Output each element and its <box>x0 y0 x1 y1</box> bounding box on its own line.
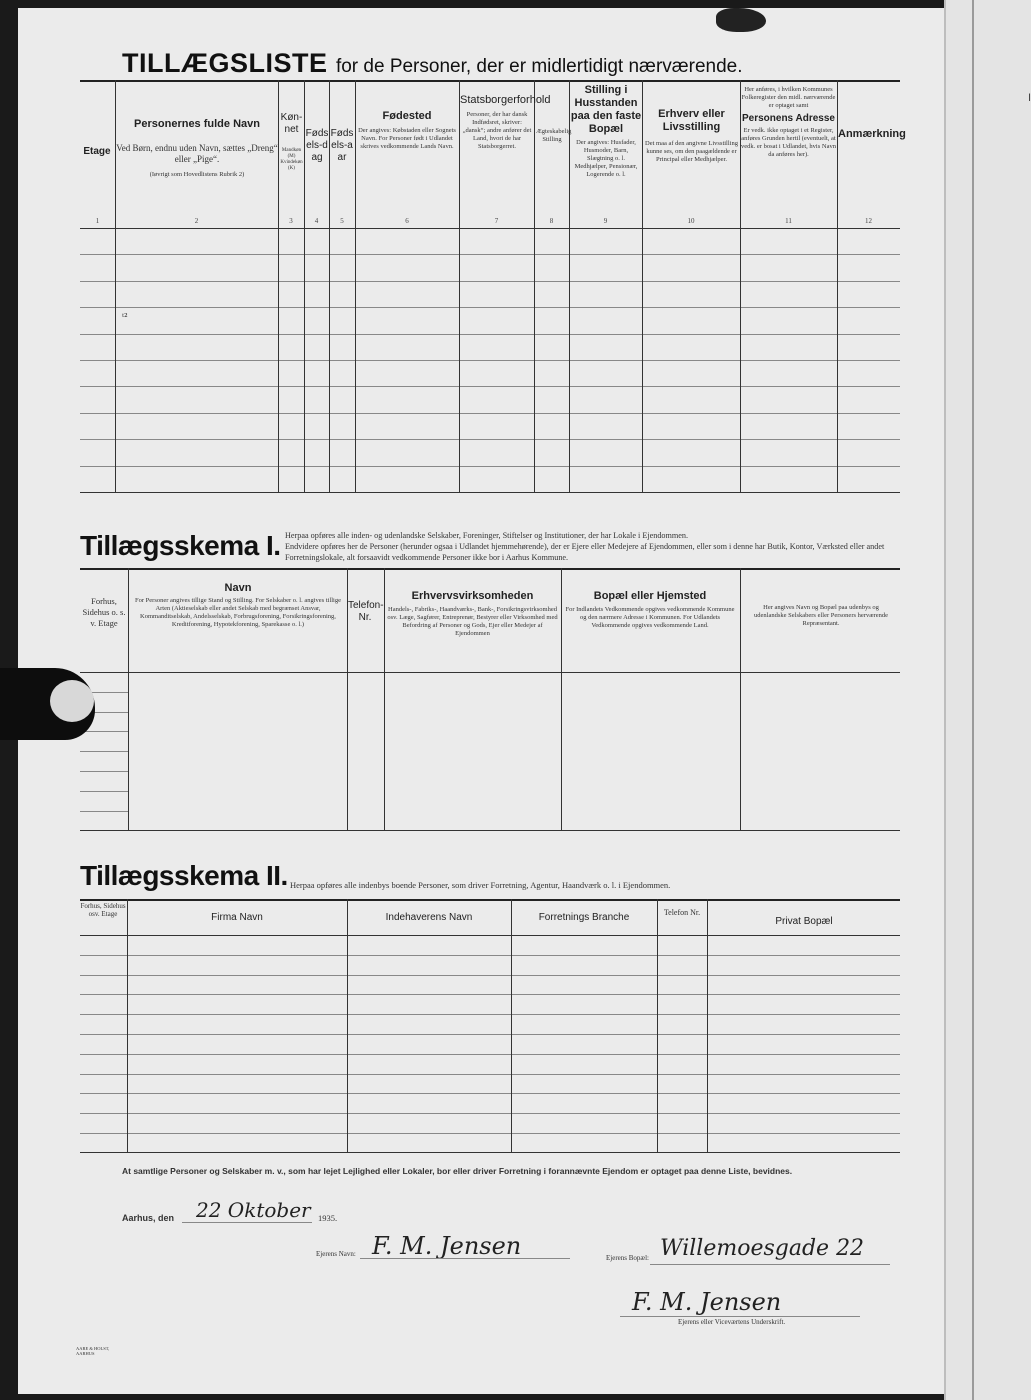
skema2-row-line <box>80 955 900 956</box>
owner-address-label: Ejerens Bopæl: <box>606 1254 649 1262</box>
s2-col-indehaver: Indehaverens Navn <box>385 912 473 923</box>
column-number: 5 <box>340 217 344 225</box>
skema1-row-line <box>80 791 128 792</box>
owner-address-handwritten: Willemoesgade 22 <box>660 1236 865 1261</box>
s1-col-tlf: Telefon-Nr. <box>348 600 384 623</box>
column-number: 12 <box>865 217 872 225</box>
column-number: 7 <box>494 217 499 225</box>
col-birthplace-header: Fødested Der angives: Købstaden eller Sognets Navn. For Personer født i Udlandet skrives vedkommende Lands Navn. <box>358 110 456 150</box>
s1-col-navn: Navn For Personer angives tillige Stand og Stilling. For Selskaber o. l. angives tillige Arten (Aktieselskab eller andet Selskab med begrænset Ansvar, Kommanditselskab, Andelsselskab, Forbrugsforening, Forsikringsforening, Kreditforening, Hypotekforening, Sparekasse o. l.) <box>135 582 341 628</box>
col-remarks-header: Anmærkning <box>838 128 906 140</box>
thumb-photo-artifact <box>0 668 95 740</box>
s2-col-branche: Forretnings Branche <box>538 912 630 923</box>
col-address-header: Her anføres, i hvilken Kommunes Folkeregister den midl. nærværende er optaget samt Personens Adresse Er vedk. ikke optaget i et Register, anføres Grunden hertil (eventuelt, at vedk. er bosat i Udlandet, hvis Navn da anføres her). <box>741 86 836 158</box>
s1-col-etage: Forhus, Sidehus o. s. v. Etage <box>82 596 126 628</box>
s2-col-bopael: Privat Bopæl <box>775 916 833 927</box>
col-etage-header: Etage <box>83 146 111 157</box>
main-column-divider <box>278 80 279 492</box>
column-number: 2 <box>194 217 199 225</box>
column-number: 10 <box>687 217 695 225</box>
skema2-row-line <box>80 1113 900 1114</box>
s1-col-repr: Her angives Navn og Bopæl paa udenbys og udenlandske Selskabers eller Personers herværende Repræsentant. <box>754 604 888 627</box>
main-row-line <box>80 439 900 440</box>
skema2-column-divider <box>127 899 128 1152</box>
skema1-row-line <box>80 751 128 752</box>
marginal-mark: ᵗ² <box>122 311 128 323</box>
place-label: Aarhus, den <box>122 1213 175 1223</box>
skema2-row-line <box>80 1014 900 1015</box>
s2-col-firma: Firma Navn <box>211 912 263 923</box>
skema1-intro: Herpaa opføres alle inden- og udenlandske Selskaber, Foreninger, Stiftelser og Institutioner, der har Lokale i Ejendommen. Endvidere opføres her de Personer (herunder ogsaa i Udlandet hjemmehørende), der er Ejere eller Medejere af Ejendommen, eller som i denne har Butik, Kontor, Værksted eller andet Forretningslokale, alt forsaavidt vedkommende Personer ikke bor i Aarhus Kommune. <box>285 531 885 562</box>
owner-name-label: Ejerens Navn: <box>316 1250 356 1258</box>
main-row-line <box>80 334 900 335</box>
col-gender-sub: Mandkøn (M) Kvindekøn (K) <box>280 148 303 171</box>
col-birthyear-header: Fødsels-aar <box>330 128 354 163</box>
col-birthday-header: Fødsels-dag <box>305 128 329 163</box>
main-row-line <box>80 413 900 414</box>
signature-handwritten: F. M. Jensen <box>632 1288 782 1316</box>
main-row-line <box>80 386 900 387</box>
skema2-row-line <box>80 1054 900 1055</box>
skema2-row-line <box>80 1133 900 1134</box>
column-number: 11 <box>785 217 792 225</box>
skema2-row-line <box>80 1093 900 1094</box>
printer-mark: AARE & HOLST, AARHUS <box>76 1346 110 1356</box>
column-number: 1 <box>95 217 100 225</box>
s1-col-erhverv: Erhvervsvirksomheden Handels-, Fabriks-, Haandværks-, Bank-, Forsikringsvirksomhed osv. Læge, Sagfører, Entreprenør, Bestyrer eller Virksomhed med Befordring af Personer og Gods, Ejer eller Medejer af Ejendommen <box>387 590 558 637</box>
skema2-intro: Herpaa opføres alle indenbys boende Personer, som driver Forretning, Agentur, Haandværk o. l. i Ejendommen. <box>290 880 671 890</box>
skema2-column-divider <box>347 899 348 1152</box>
column-number: 8 <box>549 217 554 225</box>
s1-col-bopael: Bopæl eller Hjemsted For Indlandets Vedkommende opgives vedkommende Kommune og den nærmere Adresse i Kommunen. For Udlandets Vedkommende opgives vedkommende Land. <box>565 590 735 629</box>
skema2-column-divider <box>707 899 708 1152</box>
skema2-row-line <box>80 1074 900 1075</box>
owner-name-handwritten: F. M. Jensen <box>372 1232 522 1260</box>
column-number: 6 <box>405 217 409 225</box>
form-page <box>18 8 948 1394</box>
main-column-divider <box>642 80 643 492</box>
col-occupation-header: Erhverv eller Livsstilling Det maa af den angivne Livsstilling kunne ses, om den paagældende er Principal eller Medhjælper. <box>645 108 738 163</box>
col-household-header: Stilling i Husstanden paa den faste Bopæl Der angives: Husfader, Husmoder, Barn, Slægtning o. l. Medhjælper, Pensionær, Logerende o. l. <box>570 84 642 178</box>
skema2-row-line <box>80 1034 900 1035</box>
page-title <box>122 48 743 79</box>
s2-col-tlf: Telefon Nr. <box>663 908 701 917</box>
year: 1935. <box>318 1213 338 1223</box>
main-row-line <box>80 254 900 255</box>
column-number: 9 <box>603 217 608 225</box>
skema1-column-divider <box>740 568 741 830</box>
main-row-line <box>80 307 900 308</box>
column-number: 3 <box>289 217 293 225</box>
main-column-divider <box>534 80 535 492</box>
signature-label: Ejerens eller Viceværtens Underskrift. <box>678 1318 786 1326</box>
title-main: TILLÆGSLISTE <box>122 48 328 78</box>
main-row-line <box>80 360 900 361</box>
col-gender-header: Køn-net <box>280 112 303 135</box>
skema2-row-line <box>80 975 900 976</box>
skema2-column-divider <box>657 899 658 1152</box>
skema1-column-divider <box>128 568 129 830</box>
main-row-line <box>80 281 900 282</box>
col-name-header: Personernes fulde Navn Ved Børn, endnu uden Navn, sættes „Dreng“ eller „Pige“. (Iøvrigt som Hovedlistens Rubrik 2) <box>116 118 278 178</box>
handwritten-date: 22 Oktober <box>196 1198 311 1222</box>
col-marital-header: Ægteskabelig Stilling <box>536 128 572 143</box>
skema1-row-line <box>80 771 128 772</box>
skema2-title: Tillægsskema II. <box>80 860 288 891</box>
skema2-row-line <box>80 994 900 995</box>
skema1-row-line <box>80 811 128 812</box>
title-rest: for de Personer, der er midlertidigt nærværende. <box>335 56 743 77</box>
certification-text: At samtlige Personer og Selskaber m. v., som har lejet Lejlighed eller Lokaler, bor eller driver Forretning i forannævnte Ejendom er optaget paa denne Liste, bevidnes. <box>122 1166 793 1176</box>
main-column-divider <box>837 80 838 492</box>
col-citizenship-header: Statsborgerforhold Personer, der har dansk Indfødsret, skriver: „dansk“; andre anfører det Land, hvori de har Statsborgerret. <box>460 94 551 150</box>
s2-col-etage: Forhus, Sidehus osv. Etage <box>80 902 126 918</box>
skema1-title: Tillægsskema I. <box>80 530 281 561</box>
skema2-column-divider <box>511 899 512 1152</box>
main-row-line <box>80 466 900 467</box>
skema1-row-line <box>80 731 128 732</box>
column-number: 4 <box>314 217 319 225</box>
ink-blot <box>716 8 766 32</box>
next-page-edge: I <box>944 0 1031 1400</box>
